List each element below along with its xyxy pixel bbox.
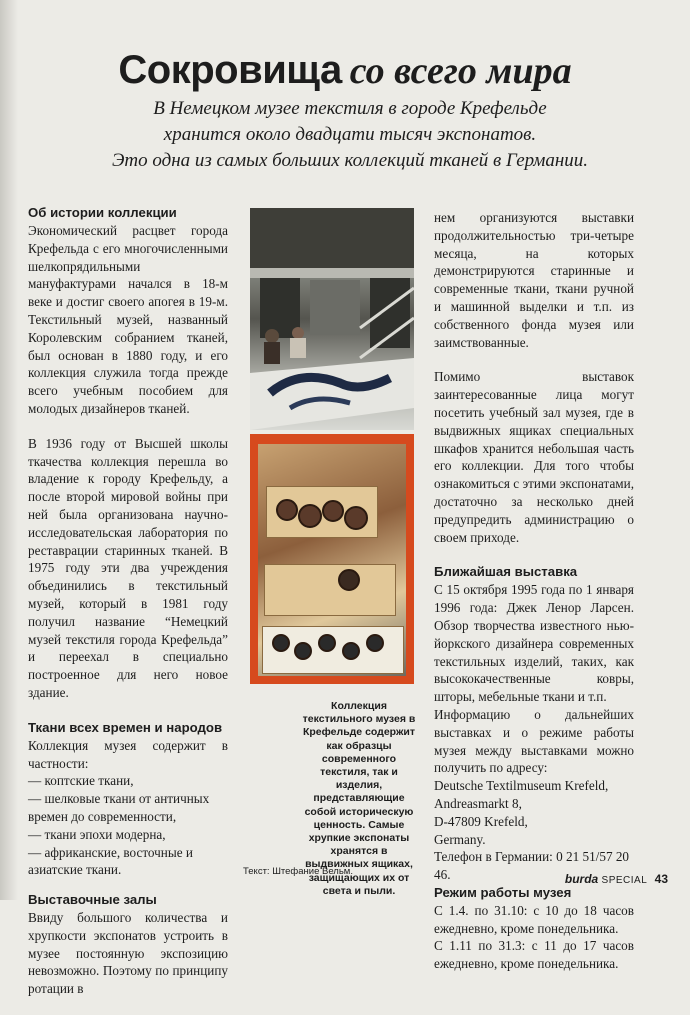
pattern-dot: [318, 634, 336, 652]
fabric-roll: [276, 499, 298, 521]
fabric-roll: [298, 504, 322, 528]
paragraph: Коллекция музея содержит в частности:: [28, 737, 228, 771]
paragraph: В 1936 году от Высшей школы ткачества коллекция перешла во владение к городу Крефельду, а после второй мировой войны при ней была организована научно-исследовательская лаборатория по реставрации старинных тканей. В 1975 году эти два учреждения объединились в текстильный музей, который в 1981 году получил название “Немецкий музей текстиля города Крефельда” и переехал в специально построенное для него новое здание.: [28, 435, 228, 700]
address-block: [434, 777, 634, 884]
brand-logo: burda: [564, 872, 599, 886]
fabric-roll: [338, 569, 360, 591]
list-item: — африканские, восточные и азиатские ткани.: [28, 844, 193, 878]
lead-line: В Немецком музее текстиля в городе Крефельде: [153, 98, 547, 119]
drawers-image: [258, 444, 406, 676]
pattern-dot: [342, 642, 360, 660]
storage-drawers-photo: [250, 434, 414, 684]
phone-line: Телефон в Германии: 0 21 51/57 20 46.: [434, 849, 630, 883]
pattern-dot: [366, 634, 384, 652]
hours-line: С 1.4. по 31.10: с 10 до 18 часов ежедневно, кроме понедельника.: [434, 902, 634, 936]
brand-section: SPECIAL: [601, 875, 648, 886]
page-gutter-shadow: [0, 0, 18, 900]
pattern-dot: [272, 634, 290, 652]
fabric-roll: [322, 500, 344, 522]
page-number: 43: [654, 872, 668, 886]
paragraph: Информацию о дальнейших выставках и о режиме работы музея между выставками можно получить по адресу:: [434, 706, 634, 776]
column-right: [434, 209, 634, 973]
heading-history: Об истории коллекции: [28, 205, 177, 220]
museum-hall-photo: [250, 208, 414, 430]
fabric-list: [28, 772, 228, 879]
list-item: — ткани эпохи модерна,: [28, 826, 166, 842]
address-line: Germany.: [434, 831, 486, 847]
pattern-dot: [294, 642, 312, 660]
text-credit: Текст: Штефание Вельм.: [243, 866, 353, 877]
heading-halls: Выставочные залы: [28, 892, 157, 908]
column-left: [28, 204, 228, 1015]
address-line: Andreasmarkt 8,: [434, 795, 522, 811]
lead-paragraph: [60, 96, 640, 174]
paragraph: Экономический расцвет города Крефельда с его многочисленными шелкопрядильными мануфактурами начался в 18-м веке и достиг своего апогея в 19-м. Текстильный музей, названный Королевским собранием тканей, был основан в 1880 году, и его коллекция служила тогда прежде всего учебным пособием для молодых дизайнеров тканей.: [28, 223, 228, 416]
photo-caption: Коллекция текстильного музея в Крефельде содержит как образцы современного текстиля, так и изделия, представляющие собой историческую ценность. Самые хрупкие экспонаты хранятся в выдвижных ящиках, защищающих их от света и пыли.: [302, 700, 416, 897]
paragraph: нем организуются выставки продолжительностью три-четыре месяца, на которых демонстрируются старинные и современные ткани, ткани ручной и машинной выделки и т.п. из собственного фонда музея или заимствованные.: [434, 210, 634, 350]
museum-hall-illustration: [250, 208, 414, 430]
list-item: — коптские ткани,: [28, 773, 134, 789]
page-folio: [565, 872, 668, 886]
heading-next-exhibition: Ближайшая выставка: [434, 564, 578, 580]
paragraph: Ввиду большого количества и хрупкости экспонатов устроить в музее постоянную экспозицию невозможно. Поэтому по принципу ротации в: [28, 910, 228, 997]
fabric-roll: [344, 506, 368, 530]
hours-line: С 1.11 по 31.3: с 11 до 17 часов ежедневно, кроме понедельника.: [434, 938, 634, 972]
address-line: Deutsche Textilmuseum Krefeld,: [434, 778, 609, 794]
paragraph: С 15 октября 1995 года по 1 января 1996 года: Джек Ленор Ларсен. Обзор творчества известного нью-йоркского дизайнера современных текстильных изделий, таких, как высококачественные ковры, шторы, мебельные ткани и т.п.: [434, 582, 634, 705]
article-title: [0, 48, 690, 94]
heading-fabrics: Ткани всех времен и народов: [28, 719, 223, 735]
lead-line: хранится около двадцати тысяч экспонатов.: [163, 124, 537, 145]
lead-line: Это одна из самых больших коллекций тканей в Германии.: [111, 150, 589, 171]
drawer: [264, 564, 396, 616]
title-italic: со всего мира: [349, 50, 572, 92]
heading-hours: Режим работы музея: [434, 884, 572, 900]
address-line: D-47809 Krefeld,: [434, 813, 528, 829]
list-item: — шелковые ткани от античных времен до современности,: [28, 791, 210, 824]
title-bold: Сокровища: [118, 48, 342, 92]
paragraph: Помимо выставок заинтересованные лица могут посетить учебный зал музея, где в выдвижных ящиках специальных шкафов хранится небольшая часть его коллекции. Для того чтобы ознакомиться с этими экспонатами, достаточно за несколько дней предупредить администрацию о своем приходе.: [434, 369, 634, 545]
